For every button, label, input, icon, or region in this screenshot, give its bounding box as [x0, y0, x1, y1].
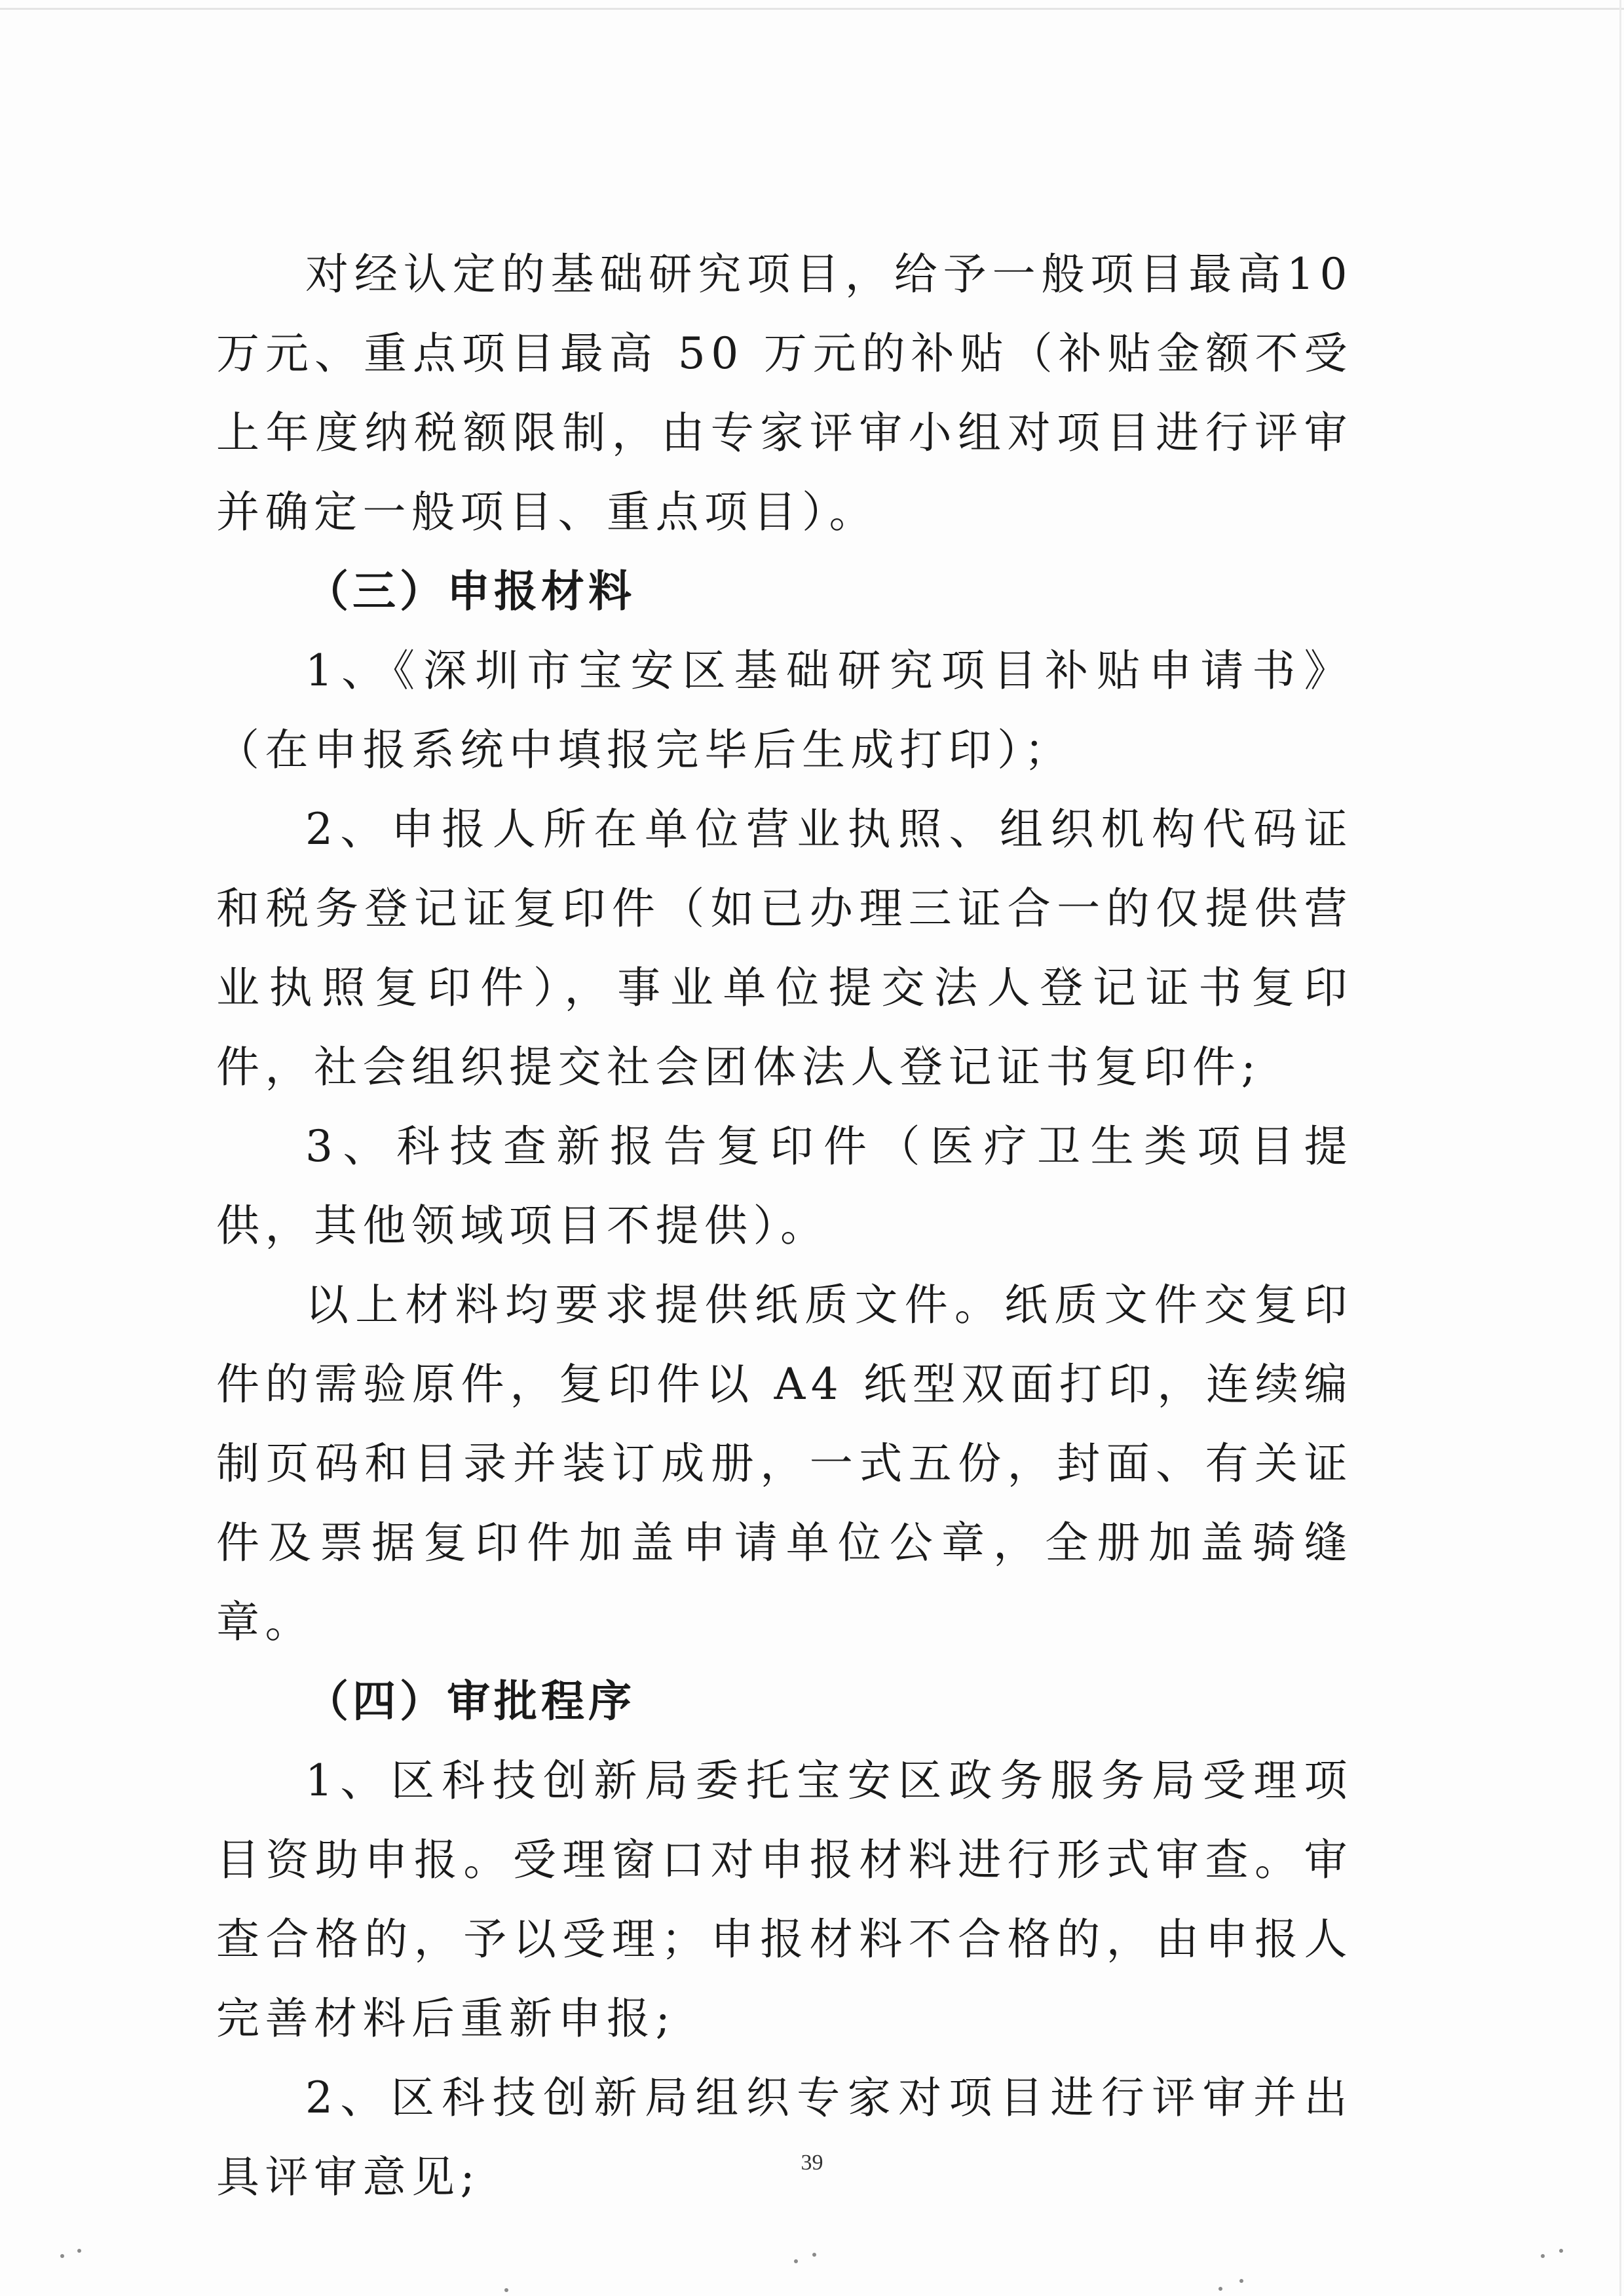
approval-step-2: 2、区科技创新局组织专家对项目进行评审并出具评审意见;: [216, 2073, 1353, 2202]
section-heading-materials: （三）申报材料: [305, 566, 635, 617]
section-heading-approval: （四）审批程序: [305, 1676, 635, 1727]
scan-top-edge: [0, 8, 1624, 10]
scan-speck: [1541, 2254, 1545, 2258]
scan-speck: [77, 2249, 81, 2253]
materials-item-2: 2、申报人所在单位营业执照、组织机构代码证和税务登记证复印件（如已办理三证合一的仅提供营业执照复印件），事业单位提交法人登记证书复印件，社会组织提交社会团体法人登记证书复印件;: [216, 804, 1353, 1092]
page-number: 39: [801, 2151, 823, 2175]
subsidy-paragraph: 对经认定的基础研究项目，给予一般项目最高10万元、重点项目最高 50 万元的补贴（补贴金额不受上年度纳税额限制，由专家评审小组对项目进行评审并确定一般项目、重点项目）。: [216, 249, 1353, 537]
materials-note: 以上材料均要求提供纸质文件。纸质文件交复印件的需验原件，复印件以 A4 纸型双面打印，连续编制页码和目录并装订成册，一式五份，封面、有关证件及票据复印件加盖申请单位公章，全册加盖骑缝章。: [216, 1280, 1353, 1647]
scan-speck: [504, 2288, 508, 2292]
scan-speck: [812, 2253, 816, 2257]
materials-item-3: 3、科技查新报告复印件（医疗卫生类项目提供，其他领域项目不提供）。: [216, 1121, 1353, 1251]
scan-speck: [794, 2259, 798, 2263]
scan-speck: [1559, 2249, 1563, 2253]
scan-speck: [1239, 2279, 1243, 2283]
scan-speck: [1218, 2287, 1222, 2291]
scan-right-edge: [1619, 0, 1621, 2296]
scan-speck: [60, 2254, 64, 2258]
approval-step-1: 1、区科技创新局委托宝安区政务服务局受理项目资助申报。受理窗口对申报材料进行形式审查。审查合格的，予以受理；申报材料不合格的，由申报人完善材料后重新申报;: [216, 1755, 1353, 2044]
materials-item-1: 1、《深圳市宝安区基础研究项目补贴申请书》（在申报系统中填报完毕后生成打印）；: [216, 645, 1353, 775]
document-body: [216, 235, 1353, 2217]
